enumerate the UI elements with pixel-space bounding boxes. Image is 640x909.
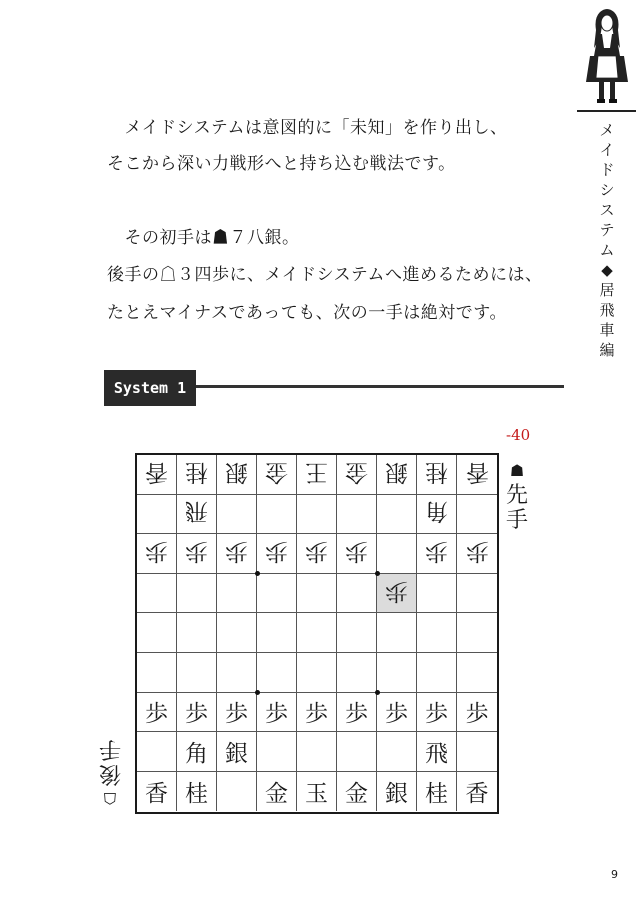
board-square[interactable] <box>177 653 217 693</box>
board-square[interactable] <box>257 613 297 653</box>
sente-piece[interactable]: 歩 <box>465 701 489 728</box>
board-square[interactable] <box>297 732 337 772</box>
side-title-char: イ <box>599 141 615 159</box>
gote-piece[interactable]: 歩 <box>305 537 328 564</box>
side-title-char: ス <box>599 201 615 219</box>
board-square[interactable] <box>257 574 297 614</box>
board-square[interactable] <box>217 732 257 772</box>
sente-piece[interactable]: 歩 <box>185 701 208 728</box>
sente-piece[interactable]: 銀 <box>225 740 248 767</box>
board-square[interactable] <box>457 534 497 574</box>
star-point <box>255 571 260 576</box>
gote-piece[interactable]: 歩 <box>465 537 489 564</box>
paragraph-line-2: そこから深い力戦形へと持ち込む戦法です。 <box>107 154 456 174</box>
gote-piece[interactable]: 王 <box>305 458 328 485</box>
board-square[interactable] <box>297 455 337 495</box>
side-title-char: シ <box>599 181 615 199</box>
gote-piece[interactable]: 金 <box>345 458 368 485</box>
gote-piece[interactable]: 銀 <box>385 458 408 485</box>
board-square[interactable] <box>137 455 177 495</box>
page-number: 9 <box>611 868 618 881</box>
board-square[interactable] <box>217 534 257 574</box>
board-square[interactable] <box>137 574 177 614</box>
board-square[interactable] <box>257 455 297 495</box>
board-square[interactable] <box>457 732 497 772</box>
board-square[interactable] <box>337 534 377 574</box>
board-square[interactable] <box>377 772 417 812</box>
board-square[interactable] <box>217 574 257 614</box>
sente-piece[interactable]: 玉 <box>305 781 328 808</box>
gote-piece[interactable]: 飛 <box>185 498 208 525</box>
board-square[interactable] <box>177 732 217 772</box>
gote-piece[interactable]: 歩 <box>185 537 208 564</box>
gote-piece[interactable]: 香 <box>465 458 489 485</box>
board-square[interactable] <box>217 653 257 693</box>
board-square[interactable] <box>377 693 417 733</box>
shogi-board <box>135 453 499 814</box>
sente-piece[interactable]: 歩 <box>225 701 248 728</box>
gote-piece[interactable]: 銀 <box>225 458 248 485</box>
side-title-char: 居 <box>599 281 615 299</box>
board-square[interactable] <box>377 574 417 614</box>
board-square[interactable] <box>337 495 377 535</box>
board-square[interactable] <box>337 772 377 812</box>
sente-piece[interactable]: 歩 <box>385 701 408 728</box>
side-title-char: ◆ <box>601 261 613 279</box>
section-label: System 1 <box>104 370 196 406</box>
gote-piece[interactable]: 歩 <box>265 537 288 564</box>
board-square[interactable] <box>137 772 177 812</box>
board-square[interactable] <box>257 653 297 693</box>
side-title-char: ド <box>599 161 615 179</box>
board-square[interactable] <box>137 534 177 574</box>
sente-piece[interactable]: 歩 <box>265 701 288 728</box>
gote-piece[interactable]: 桂 <box>425 458 448 485</box>
board-square[interactable] <box>257 732 297 772</box>
board-square[interactable] <box>177 772 217 812</box>
board-square[interactable] <box>137 732 177 772</box>
board-square[interactable] <box>457 653 497 693</box>
board-square[interactable] <box>417 495 457 535</box>
board-square[interactable] <box>457 693 497 733</box>
board-square[interactable] <box>137 693 177 733</box>
sente-piece[interactable]: 銀 <box>385 781 408 808</box>
side-rule <box>577 110 636 112</box>
paragraph-line-4: 後手の☖３四歩に、メイドシステムへ進めるためには、 <box>107 265 543 285</box>
board-square[interactable] <box>457 613 497 653</box>
side-title-char: メ <box>599 121 615 139</box>
board-square[interactable] <box>257 772 297 812</box>
gote-piece[interactable]: 歩 <box>345 537 368 564</box>
board-square[interactable] <box>217 772 257 812</box>
board-square[interactable] <box>417 455 457 495</box>
board-square[interactable] <box>417 693 457 733</box>
board-square[interactable] <box>177 455 217 495</box>
board-square[interactable] <box>297 534 337 574</box>
sente-mark-icon: ☗ <box>509 461 525 480</box>
paragraph-line-5: たとえマイナスであっても、次の一手は絶対です。 <box>107 303 507 323</box>
side-title-char: 飛 <box>599 301 615 319</box>
maid-illustration <box>582 8 632 106</box>
side-title <box>596 120 618 360</box>
board-square[interactable] <box>457 574 497 614</box>
board-square[interactable] <box>257 693 297 733</box>
board-square[interactable] <box>337 574 377 614</box>
star-point <box>375 690 380 695</box>
board-square[interactable] <box>257 534 297 574</box>
board-square[interactable] <box>137 653 177 693</box>
gote-piece[interactable]: 歩 <box>145 537 168 564</box>
board-square[interactable] <box>337 693 377 733</box>
board-square[interactable] <box>137 613 177 653</box>
gote-text-2: 手 <box>99 736 122 761</box>
sente-text-2: 手 <box>505 508 528 533</box>
board-square[interactable] <box>297 772 337 812</box>
sente-piece[interactable]: 飛 <box>425 740 448 767</box>
board-square[interactable] <box>337 455 377 495</box>
board-square[interactable] <box>297 574 337 614</box>
gote-mark-icon: ☖ <box>102 789 118 808</box>
gote-piece[interactable]: 歩 <box>225 537 248 564</box>
board-square[interactable] <box>457 495 497 535</box>
gote-label <box>98 736 122 811</box>
side-title-char: テ <box>599 221 615 239</box>
sente-piece[interactable]: 歩 <box>345 701 368 728</box>
board-square[interactable] <box>417 534 457 574</box>
sente-piece[interactable]: 金 <box>265 781 288 808</box>
board-square[interactable] <box>417 732 457 772</box>
paragraph-line-1: メイドシステムは意図的に「未知」を作り出し、 <box>107 118 508 138</box>
gote-piece[interactable]: 香 <box>145 458 168 485</box>
board-square[interactable] <box>417 772 457 812</box>
side-title-char: 車 <box>599 321 615 339</box>
board-square[interactable] <box>377 732 417 772</box>
sente-piece[interactable]: 桂 <box>425 781 448 808</box>
board-square[interactable] <box>377 613 417 653</box>
board-square[interactable] <box>297 653 337 693</box>
board-square[interactable] <box>297 495 337 535</box>
board-square[interactable] <box>377 495 417 535</box>
paragraph-line-3: その初手は☗７八銀。 <box>107 228 300 248</box>
star-point <box>255 690 260 695</box>
board-square[interactable] <box>177 693 217 733</box>
gote-piece[interactable]: 桂 <box>185 458 208 485</box>
sente-piece[interactable]: 歩 <box>425 701 448 728</box>
board-square[interactable] <box>337 732 377 772</box>
gote-piece[interactable]: 歩 <box>425 537 448 564</box>
gote-piece[interactable]: 角 <box>425 498 448 525</box>
sente-piece[interactable]: 桂 <box>185 781 208 808</box>
board-square[interactable] <box>257 495 297 535</box>
board-square[interactable] <box>217 693 257 733</box>
board-square[interactable] <box>177 495 217 535</box>
board-square[interactable] <box>137 495 177 535</box>
board-square[interactable] <box>417 613 457 653</box>
sente-piece[interactable]: 歩 <box>145 701 168 728</box>
board-square[interactable] <box>297 613 337 653</box>
board-square[interactable] <box>177 613 217 653</box>
board-square[interactable] <box>217 455 257 495</box>
sente-piece[interactable]: 歩 <box>305 701 328 728</box>
board-square[interactable] <box>377 455 417 495</box>
board-square[interactable] <box>177 534 217 574</box>
board-square[interactable] <box>297 693 337 733</box>
sente-piece[interactable]: 金 <box>345 781 368 808</box>
board-square[interactable] <box>337 613 377 653</box>
side-title-char: ム <box>599 241 615 259</box>
board-square[interactable] <box>457 455 497 495</box>
board-square[interactable] <box>417 574 457 614</box>
section-rule <box>196 385 564 388</box>
sente-piece[interactable]: 角 <box>185 740 208 767</box>
board-square[interactable] <box>337 653 377 693</box>
sente-piece[interactable]: 香 <box>465 781 489 808</box>
sente-label <box>505 458 529 533</box>
star-point <box>375 571 380 576</box>
gote-piece[interactable]: 歩 <box>385 577 408 604</box>
board-square[interactable] <box>217 613 257 653</box>
evaluation-score: -40 <box>506 426 531 444</box>
board-square[interactable] <box>457 772 497 812</box>
board-square[interactable] <box>377 653 417 693</box>
board-square[interactable] <box>377 534 417 574</box>
sente-text-1: 先 <box>505 483 528 508</box>
gote-text-1: 後 <box>99 761 122 786</box>
board-square[interactable] <box>217 495 257 535</box>
board-square[interactable] <box>417 653 457 693</box>
sente-piece[interactable]: 香 <box>145 781 168 808</box>
side-title-char: 編 <box>599 341 615 359</box>
gote-piece[interactable]: 金 <box>265 458 288 485</box>
board-square[interactable] <box>177 574 217 614</box>
